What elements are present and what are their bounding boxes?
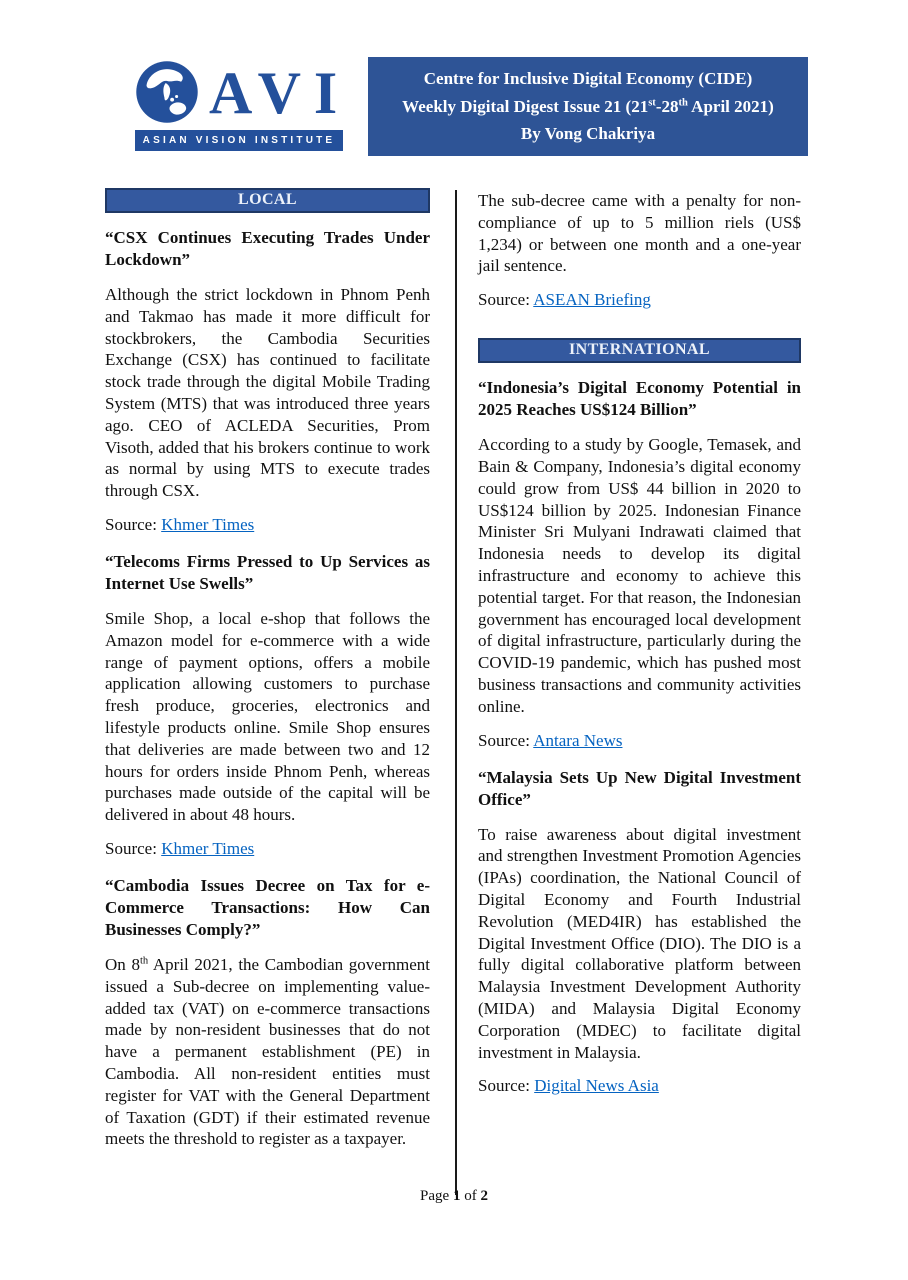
org-name-bar <box>135 130 343 151</box>
article-title-telecoms: “Telecoms Firms Pressed to Up Services as Internet Use Swells” <box>105 551 430 593</box>
source-label: Source: <box>478 730 530 750</box>
header-banner <box>368 57 808 156</box>
column-divider <box>455 190 457 1195</box>
article-body-tax-decree: On 8th April 2021, the Cambodian government issued a Sub-decree on implementing value-added tax (VAT) on e-commerce transactions made by non-resident businesses that do not have a permanent establishment (PE) in Cambodia. All non-resident entities must register for VAT with the General Department of Taxation (GDT) if their estimated revenue meets the threshold to register as a taxpayer. <box>105 954 431 1149</box>
source-line-asean <box>478 290 801 310</box>
banner-line-1: Centre for Inclusive Digital Economy (CIDE) <box>423 68 753 88</box>
article-title-indonesia: “Indonesia’s Digital Economy Potential in 2025 Reaches US$124 Billion” <box>478 378 801 420</box>
article-title-tax-decree: “Cambodia Issues Decree on Tax for e-Commerce Transactions: How Can Businesses Comply?” <box>105 875 430 939</box>
source-link-asean-briefing[interactable]: ASEAN Briefing <box>533 290 651 310</box>
org-name: ASIAN VISION INSTITUTE <box>142 135 336 146</box>
avi-acronym: AVI <box>209 60 351 126</box>
source-label: Source: <box>478 1076 530 1096</box>
source-line-antara <box>478 731 801 751</box>
article-title-csx: “CSX Continues Executing Trades Under Lockdown” <box>105 228 430 269</box>
banner-line-3: By Vong Chakriya <box>520 124 656 144</box>
article-body-csx: Although the strict lockdown in Phnom Penh and Takmao has made it more difficult for stockbrokers, the Cambodia Securities Exchange (CSX) has continued to facilitate stock trade through the digital Mobile Trading System (MTS) that was introduced three years ago. CEO of ACLEDA Securities, Prom Visoth, added that his brokers continue to work as normal by using MTS to execute trades through CSX. <box>105 285 430 501</box>
globe-asia-icon <box>135 60 199 124</box>
avi-logo <box>135 60 351 151</box>
page-number-total: 2 <box>480 1188 488 1204</box>
banner-line-2: Weekly Digital Digest Issue 21 (21st-28th April 2021) <box>402 96 774 116</box>
source-label: Source: <box>478 290 530 310</box>
article-body-indonesia: According to a study by Google, Temasek, and Bain & Company, Indonesia’s digital economy could grow from US$ 44 billion in 2020 to US$124 billion by 2025. Indonesian Finance Minister Sri Mulyani Indrawati claimed that Indonesia needs to develop its digital infrastructure and economy to achieve this potential target. For that reason, the Indonesian government has encouraged local development of digital infrastructure, particularly during the COVID-19 pandemic, which has pushed most business transactions and community activities online. <box>478 435 801 716</box>
section-label-local: LOCAL <box>238 191 297 208</box>
section-label-international: INTERNATIONAL <box>569 341 710 359</box>
source-link-khmer-times-1[interactable]: Khmer Times <box>161 514 255 534</box>
article-title-malaysia: “Malaysia Sets Up New Digital Investment Office” <box>478 767 801 809</box>
source-label: Source: <box>105 514 157 534</box>
source-line-digital-news-asia <box>478 1076 801 1096</box>
left-column <box>105 188 430 1150</box>
article-body-malaysia: To raise awareness about digital investment and strengthen Investment Promotion Agencies (IPAs) coordination, the National Council of Digital Economy and Fourth Industrial Revolution (MED4IR) has established the Digital Investment Office (DIO). The DIO is a fully digital collaborative platform between Malaysia Investment Development Authority (MIDA) and Malaysia Digital Economy Corporation (MDEC) to facilitate digital investment in Malaysia. <box>478 824 801 1062</box>
right-column <box>478 188 801 1096</box>
source-line-telecoms <box>105 839 430 859</box>
source-label: Source: <box>105 838 157 858</box>
article-body-tax-decree-continued: The sub-decree came with a penalty for non-compliance of up to 5 million riels (US$ 1,234) or between one month and a one-year jail sentence. <box>478 191 801 276</box>
source-link-digital-news-asia[interactable]: Digital News Asia <box>534 1076 659 1096</box>
article-body-telecoms: Smile Shop, a local e-shop that follows the Amazon model for e-commerce with a wide range of payment options, offers a mobile application allowing customers to purchase fresh produce, groceries, electronics and lifestyle products online. Smile Shop ensures that deliveries are made between two and 12 hours for orders inside Phnom Penh, whereas purchases made outside of the capital will be delivered in about 48 hours. <box>105 608 430 825</box>
page-number-current: 1 <box>452 1188 461 1204</box>
source-link-khmer-times-2[interactable]: Khmer Times <box>161 838 255 858</box>
source-line-csx <box>105 515 430 535</box>
section-bar-international <box>478 338 801 363</box>
source-link-antara-news[interactable]: Antara News <box>533 730 623 750</box>
page-footer: Page 1 of 2 <box>420 1188 488 1204</box>
section-bar-local <box>105 188 430 213</box>
